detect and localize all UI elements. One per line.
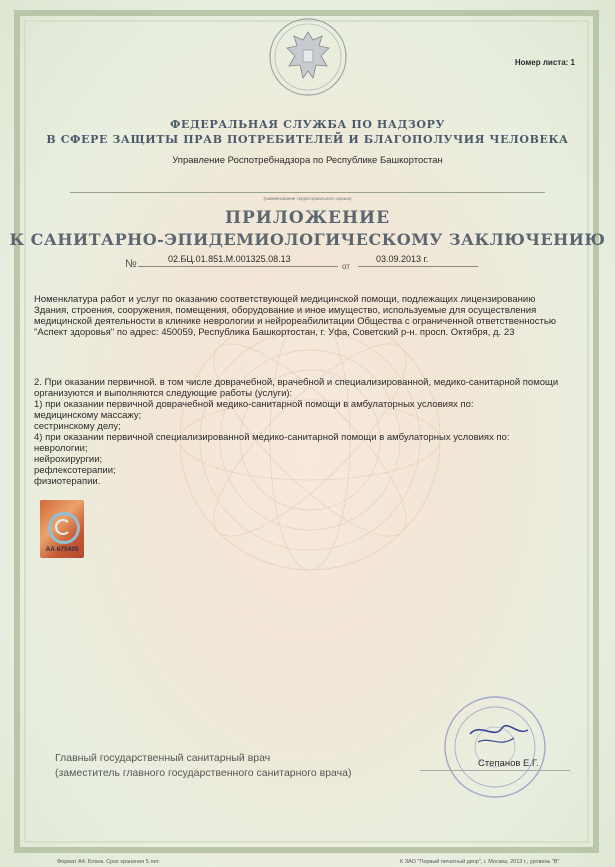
signature-line xyxy=(420,770,570,771)
list-item: сестринскому делу; xyxy=(34,421,121,432)
number-label: № xyxy=(125,258,137,270)
title-divider xyxy=(70,192,545,193)
list-item: физиотерапии. xyxy=(34,476,101,487)
date-label: от xyxy=(342,262,350,271)
footer-format-note: Формат А4. Бланк. Срок хранения 5 лет. xyxy=(57,859,160,865)
hologram-sticker xyxy=(40,500,84,558)
body-paragraph: 2. При оказании первичной. в том числе доврачебной, врачебной и специализированной, медико-санитарной помощи организуются и выполняются следующие работы (услуги): xyxy=(34,377,559,399)
list-item: неврологии; xyxy=(34,443,88,454)
official-stamp xyxy=(440,692,550,802)
document-title: ПРИЛОЖЕНИЕ xyxy=(224,208,391,228)
agency-name-line1: ФЕДЕРАЛЬНАЯ СЛУЖБА ПО НАДЗОРУ xyxy=(170,118,445,131)
number-underline xyxy=(138,266,338,267)
regional-office: Управление Роспотребнадзора по Республике Башкортостан xyxy=(172,155,443,166)
hologram-code: АА 675435 xyxy=(45,546,79,553)
list-item: 4) при оказании первичной специализированной медико-санитарной помощи в амбулаторных условиях по: xyxy=(34,432,510,443)
body-section-1 xyxy=(34,294,564,338)
list-item: 1) при оказании первичной доврачебной медико-санитарной помощи в амбулаторных условиях по: xyxy=(34,399,474,410)
conclusion-number: 02.БЦ.01.851.М.001325.08.13 xyxy=(168,254,291,264)
agency-name-line2: В СФЕРЕ ЗАЩИТЫ ПРАВ ПОТРЕБИТЕЛЕЙ И БЛАГОПОЛУЧИЯ ЧЕЛОВЕКА xyxy=(46,133,569,146)
date-underline xyxy=(358,266,478,267)
signatory-title-deputy: (заместитель главного государственного санитарного врача) xyxy=(55,767,352,779)
signatory-name: Степанов Е.Г. xyxy=(478,758,539,769)
conclusion-date: 03.09.2013 г. xyxy=(376,254,429,264)
sheet-number: Номер листа: 1 xyxy=(514,58,575,67)
list-item: нейрохирургии; xyxy=(34,454,103,465)
coat-of-arms-emblem xyxy=(267,16,349,98)
body-section-2 xyxy=(34,377,564,487)
document-subtitle: К САНИТАРНО-ЭПИДЕМИОЛОГИЧЕСКОМУ ЗАКЛЮЧЕНИЮ xyxy=(9,230,606,249)
list-item: медицинскому массажу; xyxy=(34,410,142,421)
list-item: рефлексотерапии; xyxy=(34,465,116,476)
hologram-c-icon xyxy=(55,519,71,535)
body-paragraph: Номенклатура работ и услуг по оказанию соответствующей медицинской помощи, подлежащих лицензированию xyxy=(34,294,536,305)
office-caption: (наименование территориального органа) xyxy=(263,196,352,201)
body-paragraph: Здания, строения, сооружения, помещения, оборудование и иное имущество, используемые для осуществления медицинской деятельности в клинике неврологии и нейрореабилитации Общества с ограниченной ответственностью "Аспект здоровья" по адрес: 450059, Республика Башкортостан, г. Уфа, Советский р-н. просп. Октября, д. 23 xyxy=(34,305,556,338)
footer-printer-note: К ЗАО "Первый печатный двор", г. Москва, 2013 г., уровень "В" xyxy=(400,859,560,865)
signatory-title: Главный государственный санитарный врач xyxy=(55,752,271,764)
